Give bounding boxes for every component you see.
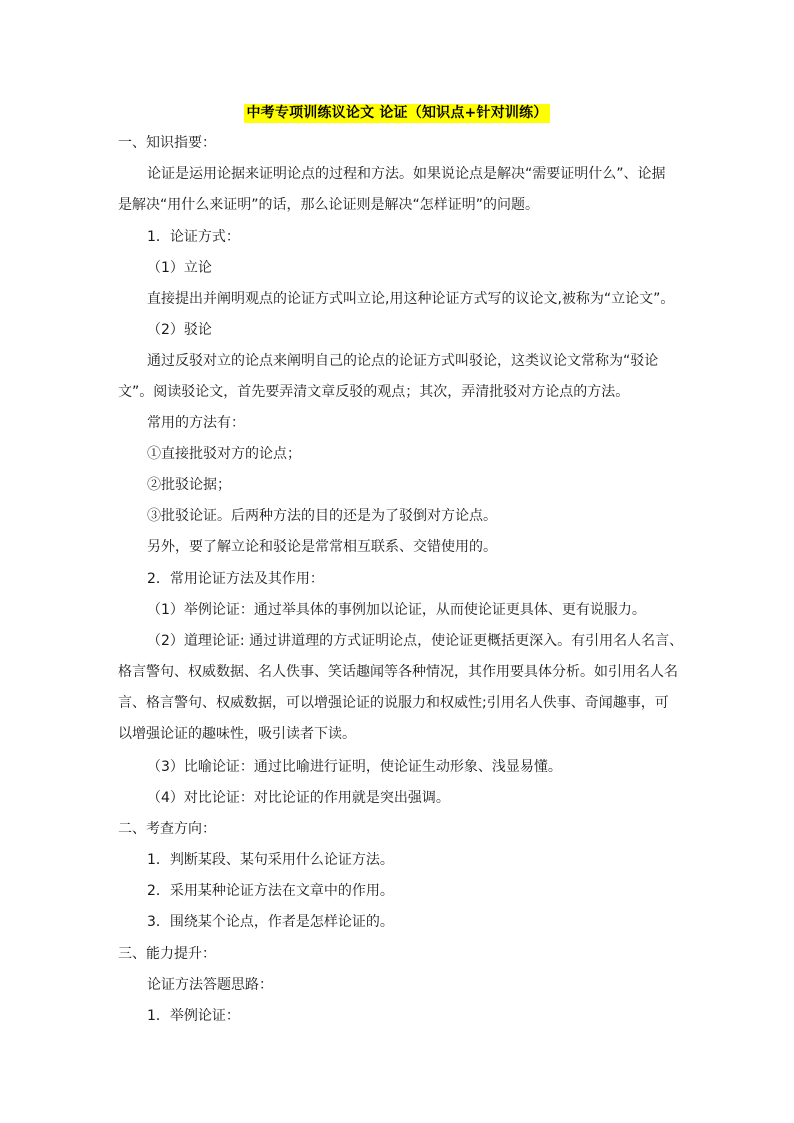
list-item: （1）立论 xyxy=(147,260,212,276)
section-heading-knowledge: 一、知识指要： xyxy=(118,135,216,151)
paragraph-line: 直接提出并阐明观点的论证方式叫立论,用这种论证方式写的议论文,被称为“立论文”。 xyxy=(147,291,675,307)
paragraph-line: 论证是运用论据来证明论点的过程和方法。如果说论点是解决“需要证明什么”、论据 xyxy=(147,166,666,182)
document-title: 中考专项训练议论文 论证（知识点+针对训练） xyxy=(246,105,548,121)
list-item: 1．举例论证： xyxy=(147,1008,240,1024)
list-item: ②批驳论据； xyxy=(147,477,231,493)
list-item: 1．判断某段、某句采用什么论证方法。 xyxy=(147,852,394,868)
list-item: （1）举例论证：通过举具体的事例加以论证，从而使论证更具体、更有说服力。 xyxy=(147,602,646,618)
list-item: 2．采用某种论证方法在文章中的作用。 xyxy=(147,883,394,899)
paragraph-line: 通过反驳对立的论点来阐明自己的论点的论证方式叫驳论，这类议论文常称为“驳论 xyxy=(147,353,659,369)
paragraph-line: 言、格言警句、权威数据，可以增强论证的说服力和权威性;引用名人佚事、奇闻趣事，可 xyxy=(118,695,669,711)
section-heading-skill-improvement: 三、能力提升： xyxy=(118,946,216,962)
section-heading-exam-direction: 二、考查方向： xyxy=(118,821,216,837)
list-item: ①直接批驳对方的论点； xyxy=(147,446,301,462)
list-item: ③批驳论证。后两种方法的目的还是为了驳倒对方论点。 xyxy=(147,508,497,524)
subheading-common-methods: 2．常用论证方法及其作用： xyxy=(147,571,324,587)
list-item: （2）道理论证: 通过讲道理的方式证明论点，使论证更概括更深入。有引用名人名言、 xyxy=(147,633,684,649)
paragraph-line: 文”。阅读驳论文，首先要弄清文章反驳的观点；其次，弄清批驳对方论点的方法。 xyxy=(118,384,630,400)
title-row xyxy=(0,102,794,123)
paragraph-line: 格言警句、权威数据、名人佚事、笑话趣闻等各种情况，其作用要具体分析。如引用名人名 xyxy=(118,664,678,680)
paragraph-line: 以增强论证的趣味性，吸引读者下读。 xyxy=(118,726,356,742)
paragraph-line: 论证方法答题思路： xyxy=(147,977,273,993)
paragraph-line: 是解决“用什么来证明”的话，那么论证则是解决“怎样证明”的问题。 xyxy=(118,197,540,213)
subheading-argument-methods: 1．论证方式： xyxy=(147,229,240,245)
list-item: （3）比喻论证：通过比喻进行证明，使论证生动形象、浅显易懂。 xyxy=(147,759,562,775)
paragraph-line: 另外，要了解立论和驳论是常常相互联系、交错使用的。 xyxy=(147,539,497,555)
list-item: （2）驳论 xyxy=(147,322,212,338)
paragraph-line: 常用的方法有： xyxy=(147,415,245,431)
list-item: 3．围绕某个论点，作者是怎样论证的。 xyxy=(147,914,394,930)
list-item: （4）对比论证：对比论证的作用就是突出强调。 xyxy=(147,790,450,806)
